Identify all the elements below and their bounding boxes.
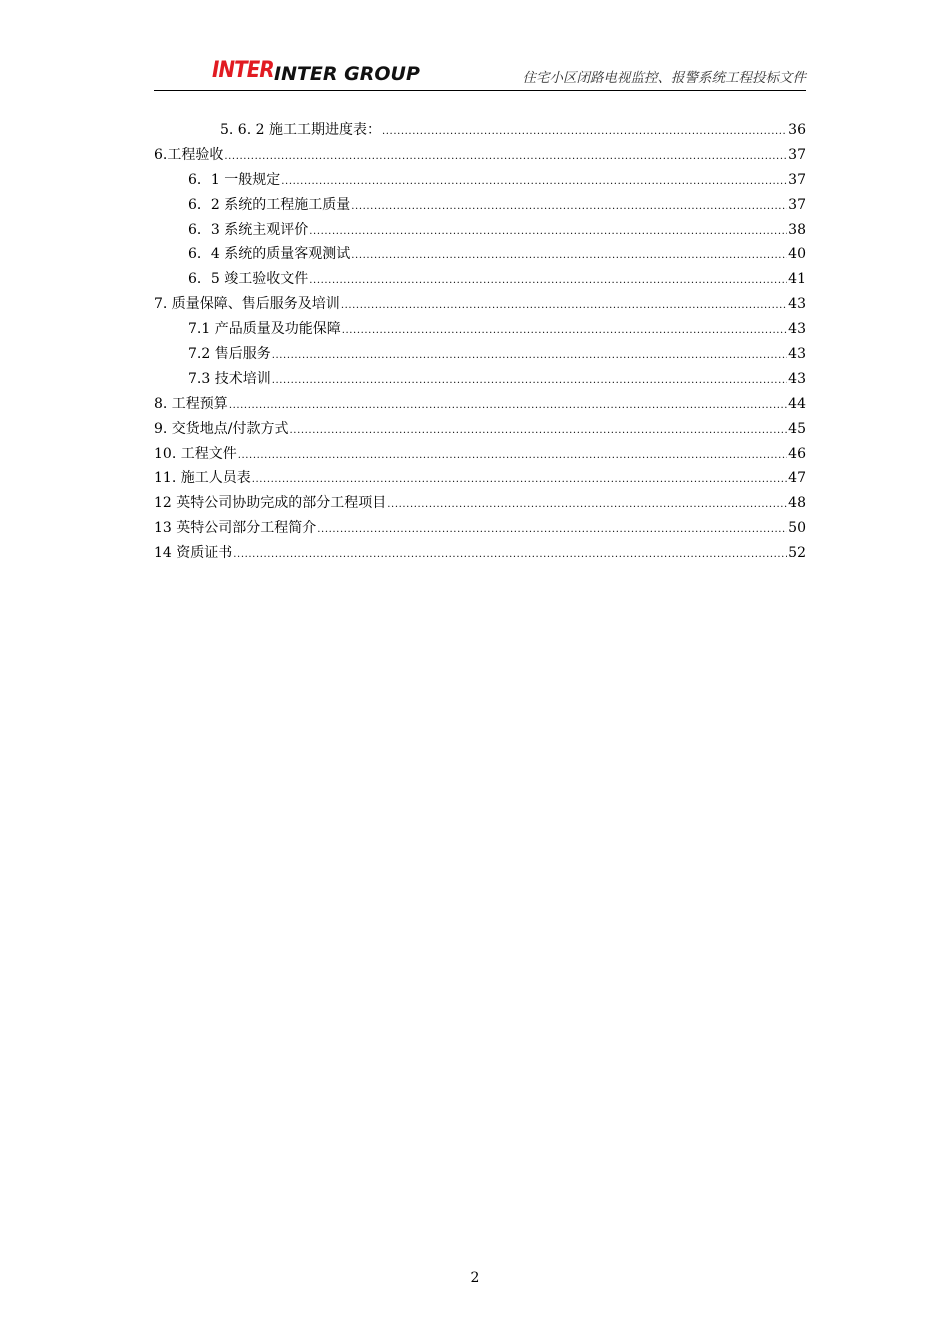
toc-entry[interactable] (154, 392, 806, 417)
toc-entry-label: 6．5 竣工验收文件 (188, 271, 309, 288)
toc-leader-dots (382, 120, 787, 145)
table-of-contents (154, 118, 806, 566)
toc-entry[interactable] (154, 143, 806, 168)
toc-leader-dots (233, 543, 787, 568)
toc-entry-page: 37 (788, 146, 806, 163)
toc-entry-page: 37 (788, 196, 806, 213)
toc-leader-dots (317, 518, 787, 543)
toc-entry[interactable] (154, 442, 806, 467)
toc-entry[interactable] (154, 168, 806, 193)
toc-leader-dots (272, 344, 787, 369)
toc-leader-dots (290, 419, 788, 444)
toc-entry-page: 43 (788, 296, 806, 313)
toc-leader-dots (281, 170, 787, 195)
toc-entry[interactable] (154, 417, 806, 442)
toc-entry-label: 7.2 售后服务 (188, 346, 271, 363)
toc-entry-page: 43 (788, 370, 806, 387)
toc-entry[interactable] (154, 342, 806, 367)
page-number: 2 (470, 1270, 480, 1286)
toc-entry-label: 8. 工程预算 (154, 395, 228, 412)
toc-entry-label: 6．4 系统的质量客观测试 (188, 246, 351, 263)
toc-entry-page: 52 (788, 545, 806, 562)
toc-entry[interactable] (154, 267, 806, 292)
toc-entry-page: 38 (788, 221, 806, 238)
toc-entry-label: 9. 交货地点/付款方式 (154, 420, 289, 437)
inter-logo-mark: INTER (212, 58, 274, 83)
toc-entry-label: 6．1 一般规定 (188, 171, 281, 188)
toc-entry-page: 41 (788, 271, 806, 288)
toc-leader-dots (342, 319, 787, 344)
toc-entry-label: 14 资质证书 (154, 545, 233, 562)
toc-entry-page: 43 (788, 346, 806, 363)
toc-leader-dots (238, 444, 787, 469)
toc-entry-page: 50 (788, 520, 806, 537)
toc-entry-label: 11. 施工人员表 (154, 470, 251, 487)
toc-entry-label: 7.1 产品质量及功能保障 (188, 321, 341, 338)
toc-entry-label: 5. 6. 2 施工工期进度表： (220, 122, 381, 138)
document-title: 住宅小区闭路电视监控、报警系统工程投标文件 (522, 70, 806, 86)
toc-leader-dots (309, 220, 787, 245)
toc-entry[interactable] (154, 466, 806, 491)
toc-entry[interactable] (154, 292, 806, 317)
toc-entry-label: 6．3 系统主观评价 (188, 221, 309, 238)
toc-leader-dots (229, 394, 787, 419)
toc-entry-page: 45 (788, 420, 806, 437)
toc-entry-page: 43 (788, 321, 806, 338)
toc-entry-page: 37 (788, 171, 806, 188)
toc-leader-dots (351, 244, 787, 269)
toc-entry-label: 7.3 技术培训 (188, 370, 271, 387)
toc-entry-page: 46 (788, 445, 806, 462)
toc-leader-dots (224, 145, 787, 170)
inter-group-logo-text: INTER GROUP (274, 63, 420, 85)
toc-entry[interactable] (154, 516, 806, 541)
toc-entry[interactable] (154, 218, 806, 243)
toc-entry-label: 13 英特公司部分工程简介 (154, 520, 317, 537)
toc-entry-page: 40 (788, 246, 806, 263)
toc-entry-label: 6.工程验收 (154, 146, 224, 163)
toc-leader-dots (272, 369, 787, 394)
toc-entry[interactable] (154, 193, 806, 218)
toc-leader-dots (309, 269, 787, 294)
toc-entry-page: 47 (788, 470, 806, 487)
page-header (154, 54, 806, 91)
toc-entry[interactable] (154, 118, 806, 143)
toc-entry-label: 10. 工程文件 (154, 445, 237, 462)
toc-entry-label: 12 英特公司协助完成的部分工程项目 (154, 495, 387, 512)
toc-entry-label: 7. 质量保障、售后服务及培训 (154, 296, 340, 313)
toc-leader-dots (351, 195, 787, 220)
toc-entry-page: 48 (788, 495, 806, 512)
toc-entry-page: 44 (788, 395, 806, 412)
toc-entry[interactable] (154, 367, 806, 392)
toc-leader-dots (252, 468, 787, 493)
toc-entry-label: 6．2 系统的工程施工质量 (188, 196, 351, 213)
toc-leader-dots (387, 493, 787, 518)
toc-entry[interactable] (154, 317, 806, 342)
toc-entry-page: 36 (788, 122, 806, 138)
toc-entry[interactable] (154, 242, 806, 267)
toc-entry[interactable] (154, 541, 806, 566)
toc-leader-dots (341, 294, 787, 319)
toc-entry[interactable] (154, 491, 806, 516)
